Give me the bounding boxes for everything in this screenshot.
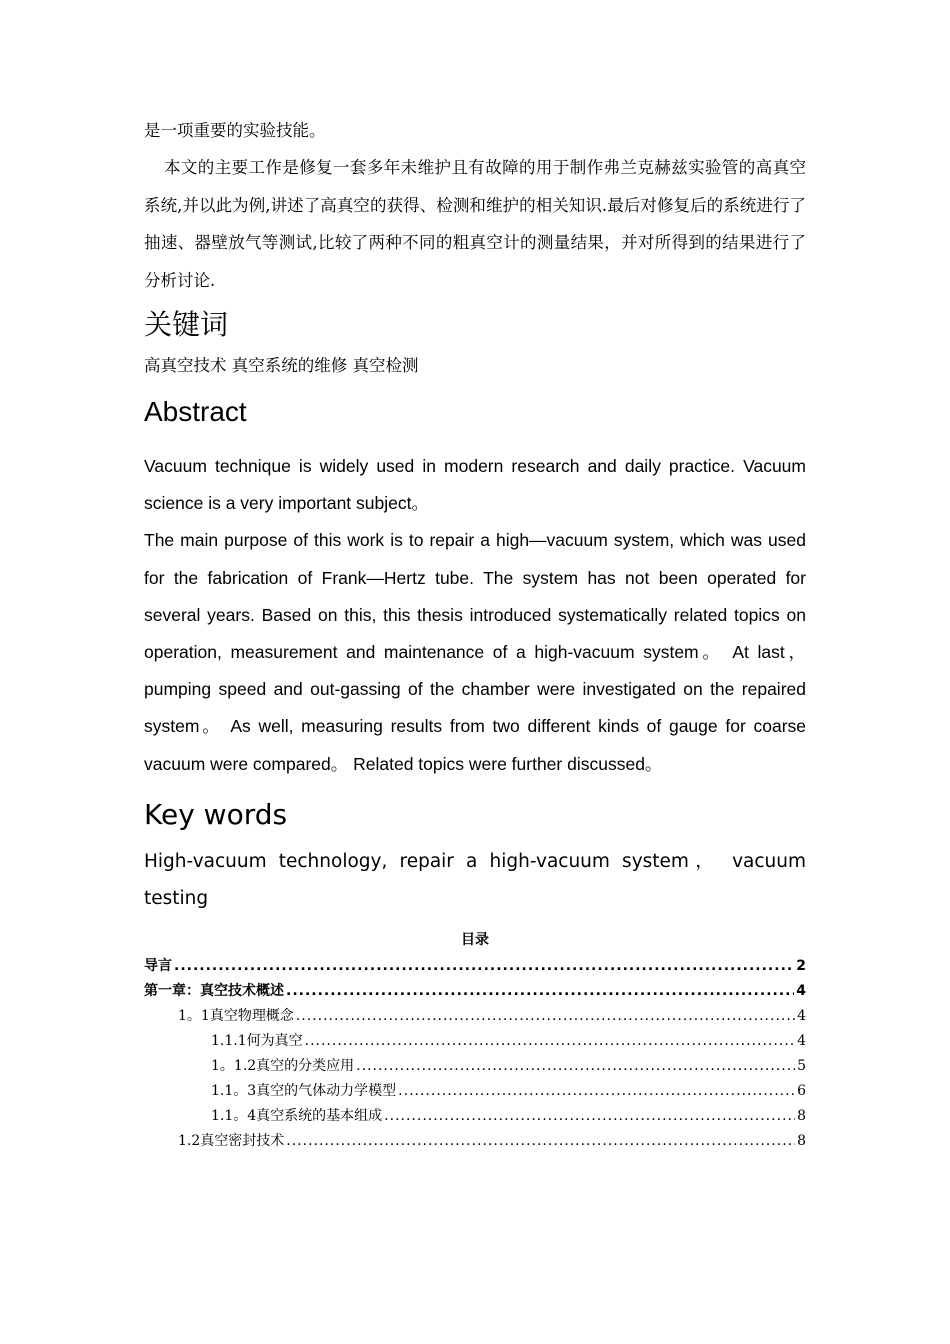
toc-entry-page: 2 (796, 957, 806, 974)
toc-entry[interactable] (144, 979, 806, 1004)
abstract-paragraph: Vacuum technique is widely used in modern research and daily practice. Vacuum science is a very important subject。 (144, 456, 806, 514)
toc-entry-page: 8 (797, 1132, 806, 1149)
toc-entry-label: 第一章：真空技术概述 (144, 982, 284, 999)
cn-paragraph-continuation: 是一项重要的实验技能。 (144, 121, 326, 140)
toc-entry-page: 4 (797, 1032, 806, 1049)
toc-entry[interactable] (144, 1004, 806, 1029)
toc-entry-label: 1.2真空密封技术 (178, 1132, 285, 1149)
toc-entry-label: 导言 (144, 957, 172, 974)
toc-entry-page: 5 (797, 1057, 806, 1074)
keywords-cn-text: 高真空技术 真空系统的维修 真空检测 (144, 356, 419, 376)
toc-entry-page: 6 (797, 1082, 806, 1099)
toc-title: 目录 (461, 931, 489, 948)
table-of-contents (144, 954, 806, 1154)
toc-entry-page: 8 (797, 1107, 806, 1124)
toc-entry[interactable] (144, 1054, 806, 1079)
toc-dot-leader (384, 1104, 795, 1129)
toc-dot-leader (174, 954, 794, 979)
toc-entry[interactable] (144, 1129, 806, 1154)
toc-entry[interactable] (144, 954, 806, 979)
abstract-heading: Abstract (144, 396, 247, 428)
toc-dot-leader (286, 1129, 795, 1154)
document-page (144, 112, 806, 1154)
keywords-cn-heading: 关键词 (144, 308, 229, 342)
toc-entry-label: 1.1。4真空系统的基本组成 (211, 1107, 383, 1124)
toc-entry-label: 1。1真空物理概念 (178, 1007, 294, 1024)
toc-entry-label: 1。1.2真空的分类应用 (211, 1057, 355, 1074)
toc-dot-leader (286, 979, 794, 1004)
toc-entry[interactable] (144, 1079, 806, 1104)
cn-paragraph-main-work: 本文的主要工作是修复一套多年未维护且有故障的用于制作弗兰克赫兹实验管的高真空系统,并以此为例,讲述了高真空的获得、检测和维护的相关知识.最后对修复后的系统进行了抽速、器壁放气等测试,比较了两种不同的粗真空计的测量结果，并对所得到的结果进行了分析讨论. (144, 158, 806, 290)
toc-entry-page: 4 (796, 982, 806, 999)
toc-entry-page: 4 (797, 1007, 806, 1024)
keywords-en-heading: Key words (144, 797, 288, 831)
toc-dot-leader (305, 1029, 795, 1054)
abstract-paragraph: The main purpose of this work is to repair a high—vacuum system, which was used for the fabrication of Frank—Hertz tube. The system has not been operated for several years. Based on this, this thesis introduced systematically related topics on operation, measurement and maintenance of a high-vacuum system。 At last， pumping speed and out-gassing of the chamber were investigated on the repaired system。 As well, measuring results from two different kinds of gauge for coarse vacuum were compared。 Related topics were further discussed。 (144, 530, 806, 774)
toc-entry-label: 1.1.1何为真空 (211, 1032, 303, 1049)
toc-entry[interactable] (144, 1029, 806, 1054)
toc-dot-leader (356, 1054, 795, 1079)
toc-dot-leader (296, 1004, 795, 1029)
keywords-en-text: High-vacuum technology, repair a high-vacuum system， vacuum testing (144, 850, 806, 909)
toc-entry[interactable] (144, 1104, 806, 1129)
toc-dot-leader (398, 1079, 795, 1104)
toc-entry-label: 1.1。3真空的气体动力学模型 (211, 1082, 397, 1099)
